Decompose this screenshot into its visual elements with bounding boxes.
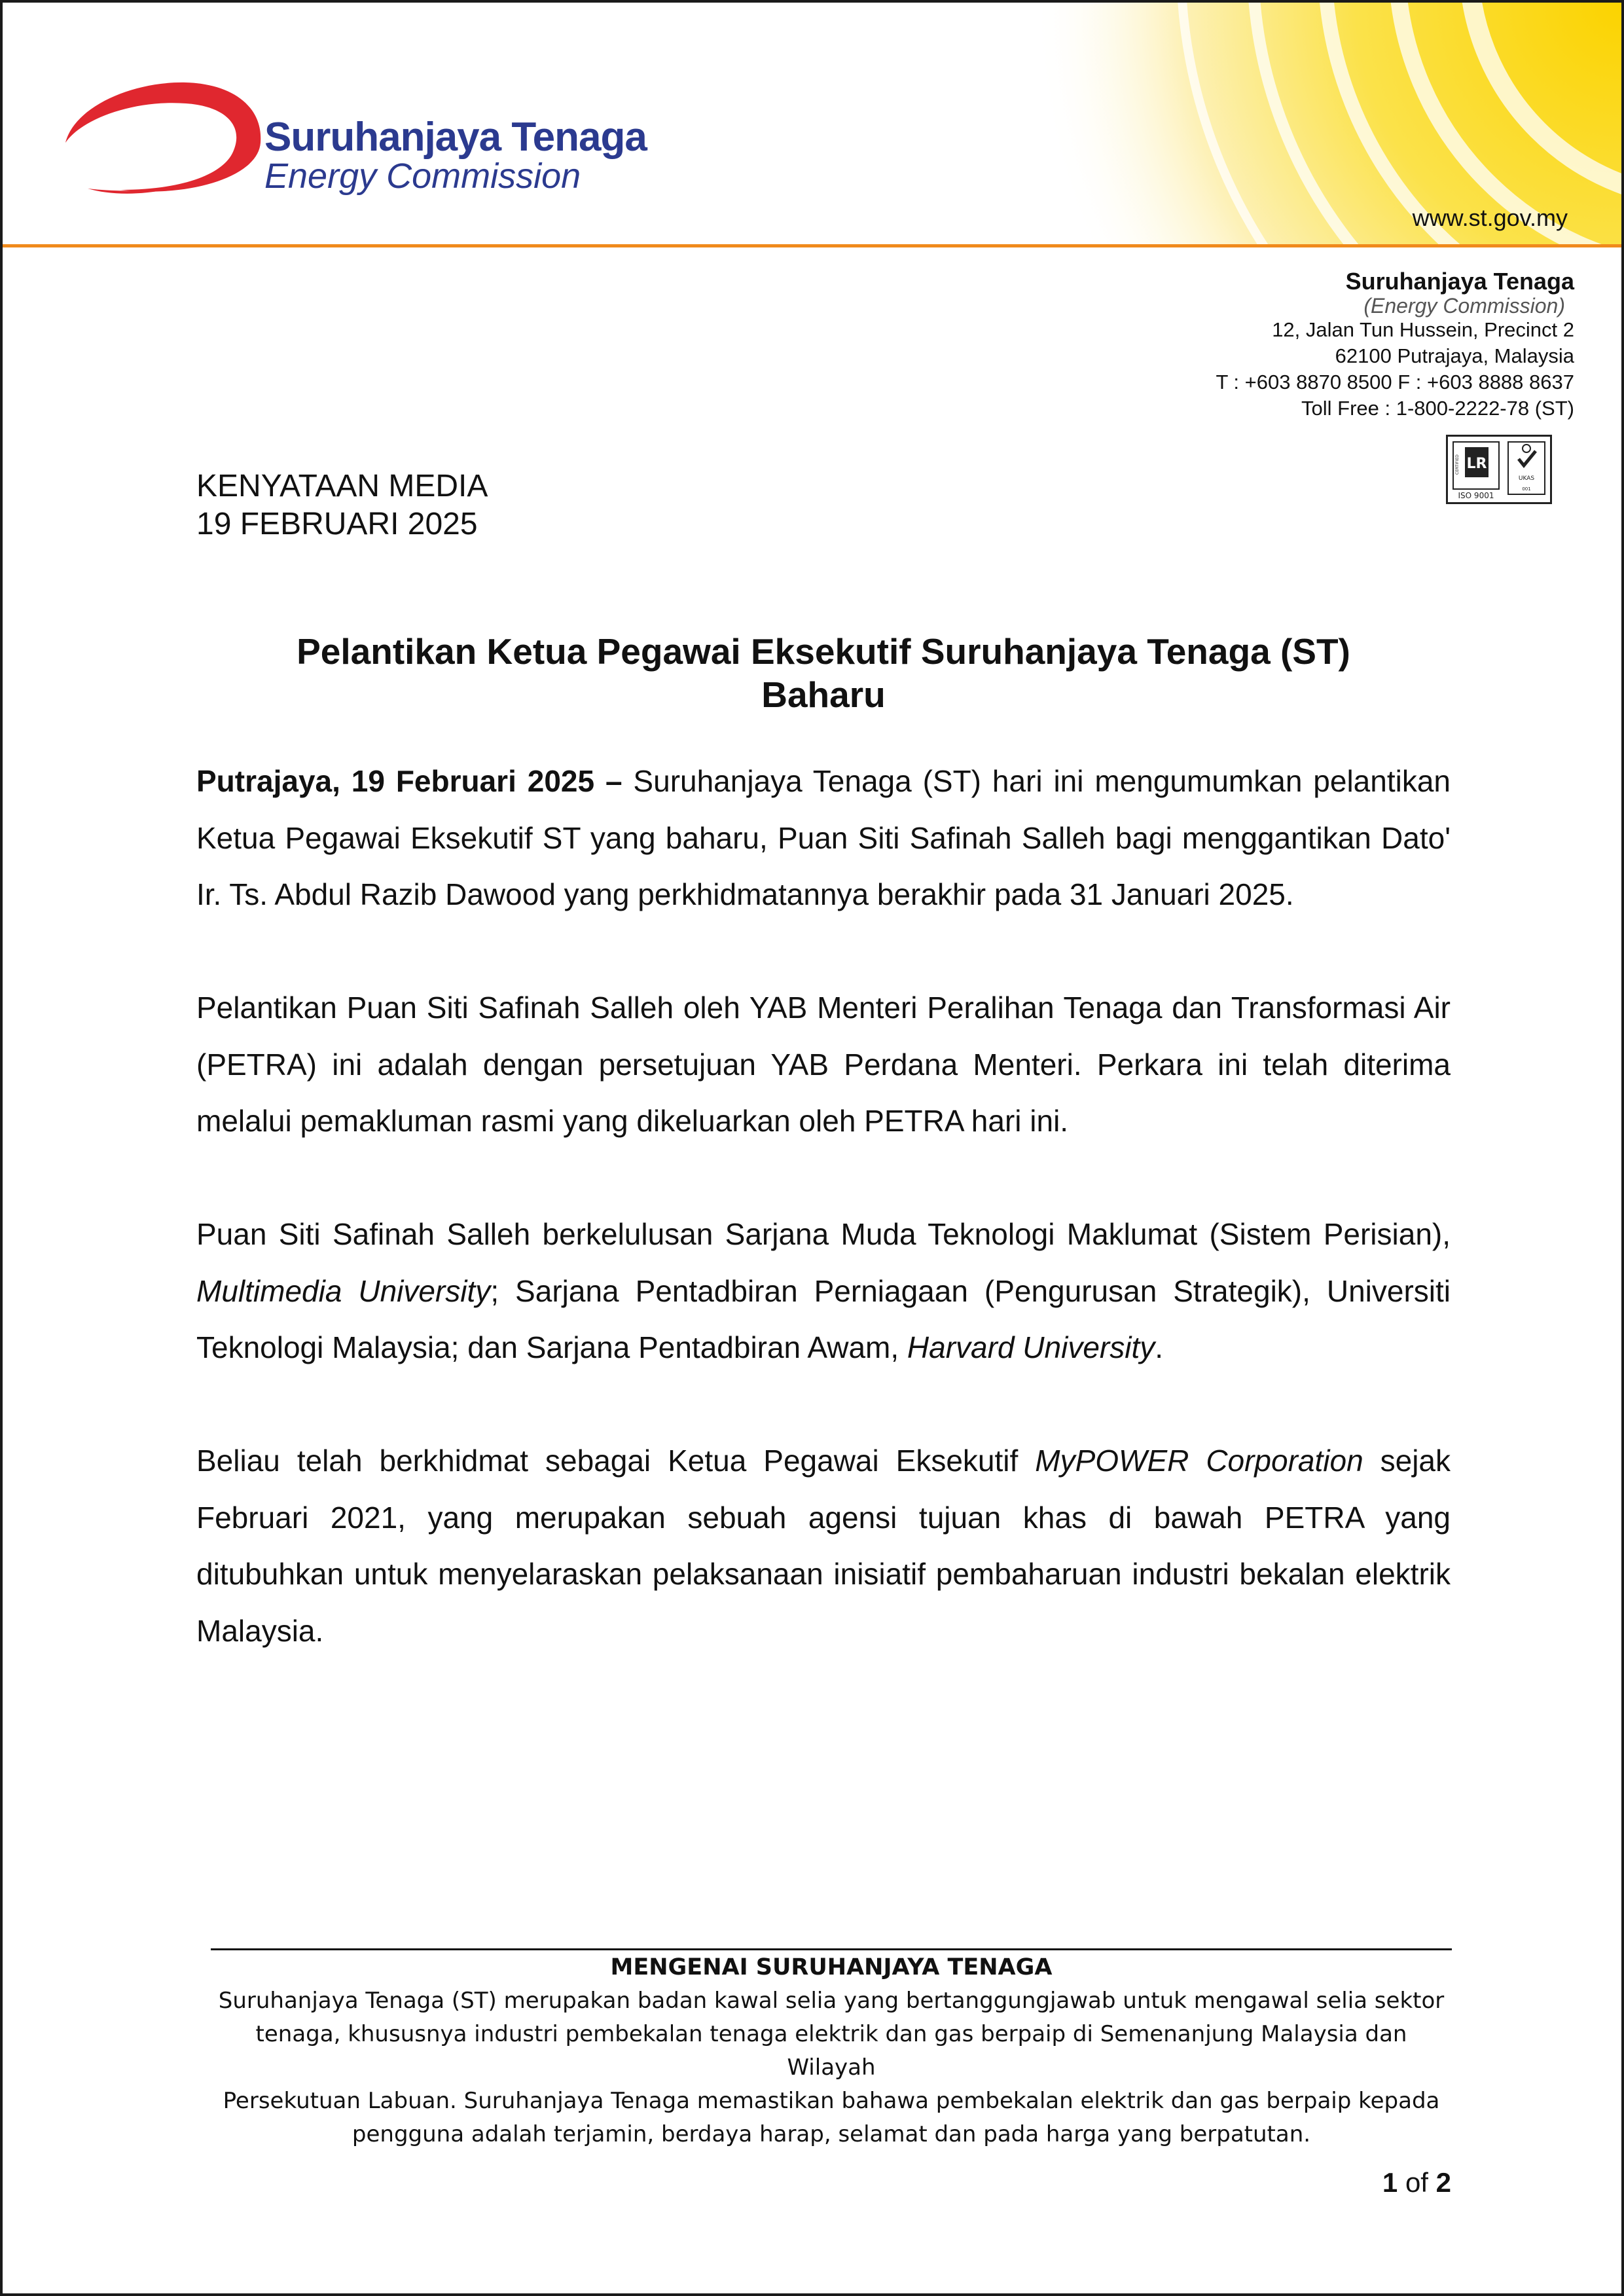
address-phone: T : +603 8870 8500 F : +603 8888 8637 xyxy=(1216,371,1574,393)
paragraph-3-part-2: ; Sarjana Pentadbiran Perniagaan (Pengurusan Strategik), Universiti Teknologi Malaysia; dan Sarjana Pentadbiran Awam, xyxy=(196,1273,1451,1364)
paragraph-4-part-1: Beliau telah berkhidmat sebagai Ketua Pegawai Eksekutif xyxy=(196,1444,1036,1478)
certification-icon xyxy=(1448,437,1550,502)
about-line-1: Suruhanjaya Tenaga (ST) merupakan badan kawal selia yang bertanggungjawab untuk mengawal selia sektor xyxy=(218,1988,1445,2014)
paragraph-1 xyxy=(196,753,1451,923)
paragraph-1-text: Suruhanjaya Tenaga (ST) hari ini mengumumkan pelantikan Ketua Pegawai Eksekutif ST yang baharu, Puan Siti Safinah Salleh bagi menggantikan Dato' Ir. Ts. Abdul Razib Dawood yang perkhidmatannya berakhir pada 31 Januari 2025. xyxy=(196,764,1451,911)
page-total: 2 xyxy=(1435,2167,1451,2198)
dateline: Putrajaya, 19 Februari 2025 – xyxy=(196,764,623,798)
media-type: KENYATAAN MEDIA xyxy=(196,469,488,503)
paragraph-3-part-1: Puan Siti Safinah Salleh berkelulusan Sarjana Muda Teknologi Maklumat (Sistem Perisian), xyxy=(196,1217,1451,1251)
address-org-name: Suruhanjaya Tenaga xyxy=(1345,268,1574,295)
lr-mark: LR xyxy=(1466,456,1487,472)
paragraph-4-company: MyPOWER Corporation xyxy=(1035,1444,1363,1478)
website-url: www.st.gov.my xyxy=(1412,204,1568,231)
page-number xyxy=(1382,2167,1451,2198)
address-org-english: (Energy Commission) xyxy=(1363,294,1565,318)
energy-commission-logo xyxy=(62,80,664,198)
address-line-2: 62100 Putrajaya, Malaysia xyxy=(1335,344,1574,367)
letterhead-header xyxy=(3,3,1621,246)
media-statement-label xyxy=(196,467,488,543)
media-date: 19 FEBRUARI 2025 xyxy=(196,507,478,541)
ukas-mark: UKAS xyxy=(1518,475,1535,482)
ukas-number: 001 xyxy=(1522,486,1531,492)
paragraph-4 xyxy=(196,1432,1451,1659)
title-line-1: Pelantikan Ketua Pegawai Eksekutif Suruhanjaya Tenaga (ST) xyxy=(297,631,1350,672)
statement-title xyxy=(196,630,1451,716)
paragraph-2: Pelantikan Puan Siti Safinah Salleh oleh YAB Menteri Peralihan Tenaga dan Transformasi Air (PETRA) ini adalah dengan persetujuan YAB Perdana Menteri. Perkara ini telah diterima melalui pemakluman rasmi yang dikeluarkan oleh PETRA hari ini. xyxy=(196,991,1451,1138)
red-swoosh-icon xyxy=(62,80,264,198)
about-line-2: tenaga, khususnya industri pembekalan tenaga elektrik dan gas berpaip di Semenanjung Malaysia dan Wilayah xyxy=(255,2021,1407,2081)
header-divider xyxy=(3,244,1621,247)
about-divider xyxy=(211,1948,1452,1950)
iso-mark: ISO 9001 xyxy=(1458,491,1494,500)
about-title: MENGENAI SURUHANJAYA TENAGA xyxy=(610,1954,1053,1980)
certified-mark: CERTIFIED xyxy=(1455,454,1460,475)
paragraph-3-end: . xyxy=(1155,1330,1164,1364)
paragraph-3-university-2: Harvard University xyxy=(907,1330,1155,1364)
about-line-4: pengguna adalah terjamin, berdaya harap, selamat dan pada harga yang berpatutan. xyxy=(352,2121,1311,2147)
logo-name-text: Suruhanjaya Tenaga xyxy=(264,115,647,160)
paragraph-3 xyxy=(196,1206,1451,1376)
address-line-1: 12, Jalan Tun Hussein, Precinct 2 xyxy=(1272,318,1574,341)
about-section xyxy=(211,1951,1452,2151)
statement-body xyxy=(196,753,1451,1716)
logo-subtitle-text: Energy Commission xyxy=(264,156,581,196)
page-of: of xyxy=(1405,2167,1428,2198)
address-block xyxy=(1216,268,1574,422)
paragraph-4-part-2: sejak Februari 2021, yang merupakan sebuah agensi tujuan khas di bawah PETRA yang ditubuhkan untuk menyelaraskan pelaksanaan inisiatif pembaharuan industri bekalan elektrik Malaysia. xyxy=(196,1444,1451,1648)
iso-certification-badge xyxy=(1446,435,1552,504)
address-tollfree: Toll Free : 1-800-2222-78 (ST) xyxy=(1301,397,1574,420)
page-current: 1 xyxy=(1382,2167,1398,2198)
paragraph-3-university-1: Multimedia University xyxy=(196,1273,491,1308)
about-line-3: Persekutuan Labuan. Suruhanjaya Tenaga memastikan bahawa pembekalan elektrik dan gas berpaip kepada xyxy=(223,2088,1440,2114)
title-line-2: Baharu xyxy=(761,674,886,715)
